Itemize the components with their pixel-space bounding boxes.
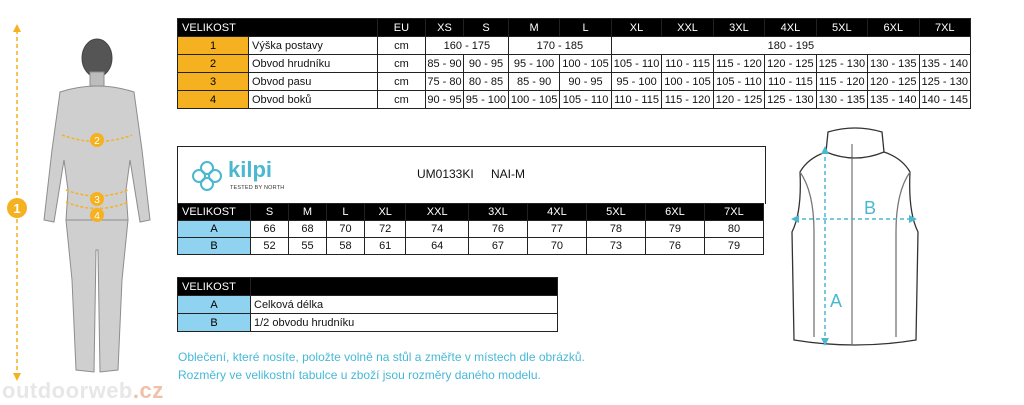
table-cell: 110 - 115 (765, 73, 816, 91)
table-cell: 180 - 195 (611, 37, 970, 55)
figure-marker-2 (90, 133, 104, 147)
measurement-note-1: Oblečení, které nosíte, položte volně na stůl a změřte v místech dle obrázků. (178, 350, 585, 364)
table-cell: 85 - 90 (508, 73, 559, 91)
table-cell: 80 - 85 (464, 73, 509, 91)
size-row-unit: cm (377, 37, 425, 55)
table-cell: 160 - 175 (425, 37, 508, 55)
legend-row-b (178, 314, 558, 332)
vest-header-5xl: 5XL (586, 204, 645, 221)
legend-row-label: B (178, 314, 251, 332)
size-row-unit: cm (377, 55, 425, 73)
table-cell: 52 (251, 238, 289, 255)
legend-header-row (178, 278, 558, 296)
size-row-unit: cm (377, 73, 425, 91)
size-row-label: Obvod hrudníku (249, 55, 378, 73)
table-cell: 73 (586, 238, 645, 255)
vest-header-4xl: 4XL (527, 204, 586, 221)
table-cell: 90 - 95 (425, 91, 463, 109)
vest-header-l: L (326, 204, 364, 221)
product-code: UM0133KI (417, 167, 474, 181)
table-cell: 120 - 125 (765, 55, 816, 73)
vest-size-table (177, 203, 764, 255)
size-table-header (178, 19, 971, 37)
svg-text:4: 4 (94, 211, 100, 222)
vest-table-header (178, 204, 764, 221)
legend-row-a (178, 296, 558, 314)
table-cell: 110 - 115 (611, 91, 662, 109)
vest-row-a (178, 221, 764, 238)
table-cell: 110 - 115 (662, 55, 713, 73)
table-cell: 95 - 100 (508, 55, 559, 73)
table-cell: 70 (527, 238, 586, 255)
table-cell: 100 - 105 (508, 91, 559, 109)
measurement-legend-table (177, 277, 558, 332)
size-header-5xl: 5XL (816, 19, 867, 37)
table-cell: 95 - 100 (464, 91, 509, 109)
table-cell: 170 - 185 (508, 37, 611, 55)
svg-text:3: 3 (94, 195, 100, 206)
table-cell: 105 - 110 (560, 91, 611, 109)
table-cell: 74 (406, 221, 469, 238)
table-cell: 135 - 140 (868, 91, 919, 109)
vest-header-xxl: XXL (406, 204, 469, 221)
kilpi-logo-icon (190, 159, 224, 193)
table-cell: 77 (527, 221, 586, 238)
figure-marker-1 (7, 198, 27, 218)
vest-header-velikost: VELIKOST (178, 204, 251, 221)
size-row-number: 2 (178, 55, 249, 73)
table-cell: 55 (288, 238, 326, 255)
table-cell: 58 (326, 238, 364, 255)
table-cell: 68 (288, 221, 326, 238)
vest-row-b (178, 238, 764, 255)
table-cell: 70 (326, 221, 364, 238)
table-cell: 115 - 120 (816, 73, 867, 91)
vest-row-label: A (178, 221, 251, 238)
figure-marker-3 (90, 192, 104, 206)
size-header-l: L (560, 19, 611, 37)
vest-header-3xl: 3XL (468, 204, 527, 221)
vest-header-6xl: 6XL (645, 204, 704, 221)
outdoorweb-watermark (2, 378, 164, 404)
table-cell: 135 - 140 (919, 55, 971, 73)
size-header-eu: EU (377, 19, 425, 37)
size-header-m: M (508, 19, 559, 37)
body-size-table (177, 18, 971, 109)
size-row-hips (178, 91, 971, 109)
figure-marker-4 (90, 208, 104, 222)
table-cell: 95 - 100 (611, 73, 662, 91)
table-cell: 115 - 120 (713, 55, 764, 73)
body-measurement-figure (0, 20, 175, 385)
watermark-tld: .cz (132, 378, 164, 403)
size-header-7xl: 7XL (919, 19, 971, 37)
table-cell: 125 - 130 (765, 91, 816, 109)
size-row-number: 3 (178, 73, 249, 91)
table-cell: 140 - 145 (919, 91, 971, 109)
size-row-label: Obvod pasu (249, 73, 378, 91)
table-cell: 130 - 135 (816, 91, 867, 109)
size-header-velikost: VELIKOST (178, 19, 378, 37)
table-cell: 78 (586, 221, 645, 238)
size-row-label: Obvod boků (249, 91, 378, 109)
table-cell: 125 - 130 (816, 55, 867, 73)
table-cell: 100 - 105 (560, 55, 611, 73)
vest-marker-b: B (864, 198, 877, 218)
table-cell: 120 - 125 (713, 91, 764, 109)
svg-text:2: 2 (94, 136, 100, 147)
svg-text:1: 1 (13, 201, 21, 216)
legend-header-empty (251, 278, 558, 296)
table-cell: 66 (251, 221, 289, 238)
table-cell: 115 - 120 (662, 91, 713, 109)
size-header-6xl: 6XL (868, 19, 919, 37)
vest-row-label: B (178, 238, 251, 255)
size-header-xl: XL (611, 19, 662, 37)
table-cell: 61 (364, 238, 405, 255)
size-row-unit: cm (377, 91, 425, 109)
size-header-4xl: 4XL (765, 19, 816, 37)
table-cell: 76 (645, 238, 704, 255)
vest-header-m: M (288, 204, 326, 221)
table-cell: 64 (406, 238, 469, 255)
table-cell: 125 - 130 (919, 73, 971, 91)
table-cell: 72 (364, 221, 405, 238)
size-row-number: 4 (178, 91, 249, 109)
table-cell: 105 - 110 (611, 55, 662, 73)
table-cell: 105 - 110 (713, 73, 764, 91)
legend-row-label: A (178, 296, 251, 314)
table-cell: 67 (468, 238, 527, 255)
product-name: NAI-M (491, 167, 525, 181)
vest-header-xl: XL (364, 204, 405, 221)
table-cell: 75 - 80 (425, 73, 463, 91)
table-cell: 90 - 95 (560, 73, 611, 91)
size-row-number: 1 (178, 37, 249, 55)
size-header-xs: XS (425, 19, 463, 37)
size-header-xxl: XXL (662, 19, 713, 37)
size-row-label: Výška postavy (249, 37, 378, 55)
brand-tagline: TESTED BY NORTH (230, 185, 285, 191)
vest-header-7xl: 7XL (704, 204, 763, 221)
table-cell: 130 - 135 (868, 55, 919, 73)
table-cell: 80 (704, 221, 763, 238)
size-row-waist (178, 73, 971, 91)
vest-header-s: S (251, 204, 289, 221)
legend-header-velikost: VELIKOST (178, 278, 251, 296)
table-cell: 76 (468, 221, 527, 238)
legend-row-text: Celková délka (251, 296, 558, 314)
vest-marker-a: A (830, 291, 843, 311)
table-cell: 79 (645, 221, 704, 238)
table-cell: 120 - 125 (868, 73, 919, 91)
table-cell: 90 - 95 (464, 55, 509, 73)
size-row-chest (178, 55, 971, 73)
table-cell: 100 - 105 (662, 73, 713, 91)
vest-measurement-drawing (780, 122, 930, 357)
table-cell: 79 (704, 238, 763, 255)
measurement-note-2: Rozměry ve velikostní tabulce u zboží jsou rozměry daného modelu. (178, 368, 541, 382)
table-cell: 85 - 90 (425, 55, 463, 73)
watermark-main: outdoorweb (2, 378, 133, 403)
brand-logo-text: kilpi (228, 157, 273, 182)
size-header-s: S (464, 19, 509, 37)
size-row-height (178, 37, 971, 55)
legend-row-text: 1/2 obvodu hrudníku (251, 314, 558, 332)
product-brand-box (177, 146, 766, 204)
size-header-3xl: 3XL (713, 19, 764, 37)
